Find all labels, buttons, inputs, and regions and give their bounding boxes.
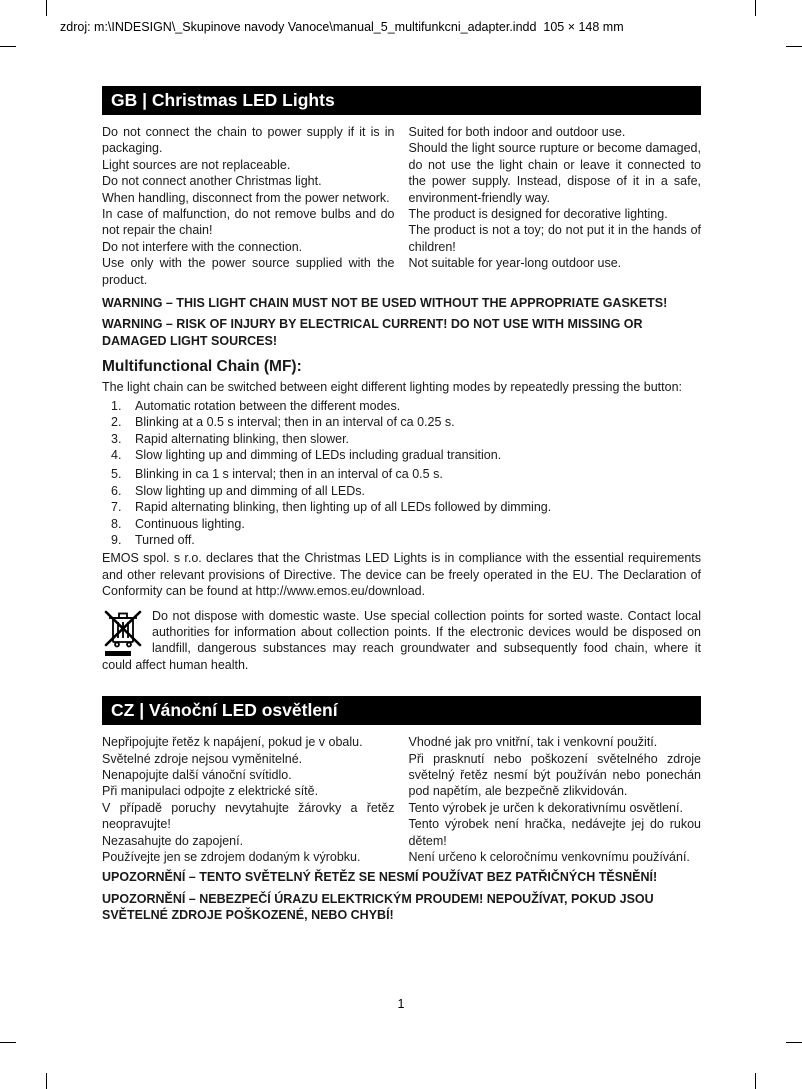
mf-mode-item: Rapid alternating blinking, then lighting up of all LEDs followed by dimming.	[135, 500, 552, 515]
cz-right-paragraph: Tento výrobek není hračka, nedávejte jej do rukou dětem!	[408, 817, 701, 848]
cz-right-column	[409, 734, 702, 865]
mf-intro: The light chain can be switched between eight different lighting modes by repeatedly pressing the button:	[102, 380, 682, 395]
gb-section-title: GB | Christmas LED Lights	[111, 90, 335, 110]
crop-mark-top-right-h	[786, 46, 802, 47]
mf-mode-item: Blinking at a 0.5 s interval; then in an interval of ca 0.25 s.	[135, 415, 455, 430]
gb-left-paragraph: When handling, disconnect from the power network.	[102, 190, 390, 205]
cz-left-column	[102, 734, 395, 865]
crop-mark-bottom-left-h	[0, 1042, 16, 1043]
mf-mode-item: Turned off.	[135, 532, 195, 547]
cz-left-paragraph: Nenapojujte další vánoční svítidlo.	[102, 768, 292, 782]
gb-right-paragraph: Should the light source rupture or become damaged, do not use the light chain or leave it connected to the power supply. Instead, dispose of it in a safe, environment-friendly way.	[408, 141, 701, 205]
mf-heading: Multifunctional Chain (MF):	[102, 358, 302, 376]
gb-section-header	[102, 86, 701, 115]
mf-mode-item: Continuous lighting.	[135, 516, 245, 531]
cz-left-paragraph: Nezasahujte do zapojení.	[102, 833, 244, 848]
gb-right-paragraph: The product is designed for decorative lighting.	[408, 207, 668, 222]
weee-text: Do not dispose with domestic waste. Use special collection points for sorted waste. Contact local authorities for information about collection points. If the electronic devices would be disposed on landfill, dangerous substances may reach groundwater and subsequently food chain, where it could affect human health.	[102, 608, 701, 672]
gb-right-column	[409, 124, 702, 288]
crop-mark-top-left-h	[0, 46, 16, 47]
cz-columns	[102, 734, 701, 865]
gb-left-paragraph: Light sources are not replaceable.	[102, 157, 291, 172]
cz-left-paragraph: Při manipulaci odpojte z elektrické sítě.	[102, 784, 319, 799]
cz-section-title: CZ | Vánoční LED osvětlení	[111, 700, 338, 721]
cz-left-paragraph: V případě poruchy nevytahujte žárovky a řetěz neopravujte!	[102, 800, 395, 832]
gb-left-paragraph: Do not connect the chain to power supply if it is in packaging.	[102, 125, 395, 156]
gb-left-paragraph: In case of malfunction, do not remove bulbs and do not repair the chain!	[102, 207, 395, 238]
cz-right-paragraph: Není určeno k celoročnímu venkovnímu používání.	[408, 850, 690, 865]
cz-left-paragraph: Používejte jen se zdrojem dodaným k výrobku.	[102, 850, 361, 865]
mf-mode-item: Slow lighting up and dimming of LEDs including gradual transition.	[135, 447, 502, 462]
cz-left-paragraph: Světelné zdroje nejsou vyměnitelné.	[102, 751, 303, 766]
mf-modes-list	[102, 398, 701, 549]
gb-left-column	[102, 124, 395, 288]
cz-warning-gaskets: UPOZORNĚNÍ – TENTO SVĚTELNÝ ŘETĚZ SE NESMÍ POUŽÍVAT BEZ PATŘIČNÝCH TĚSNĚNÍ!	[102, 870, 658, 885]
gb-columns	[102, 124, 701, 288]
cz-section-header	[102, 696, 701, 725]
weee-block	[102, 608, 701, 674]
crossed-out-bin-icon	[102, 609, 144, 657]
crop-mark-top-right-v	[755, 0, 756, 16]
source-path-note: zdroj: m:\INDESIGN\_Skupinove navody Vanoce\manual_5_multifunkcni_adapter.indd 105 × 148 mm	[60, 20, 624, 34]
cz-right-paragraph: Tento výrobek je určen k dekorativnímu osvětlení.	[408, 800, 683, 815]
gb-left-paragraph: Use only with the power source supplied with the product.	[102, 256, 395, 287]
crop-mark-bottom-left-v	[46, 1073, 47, 1089]
gb-warning-gaskets: WARNING – THIS LIGHT CHAIN MUST NOT BE USED WITHOUT THE APPROPRIATE GASKETS!	[102, 296, 668, 311]
mf-mode-item: Automatic rotation between the different modes.	[135, 398, 401, 413]
mf-mode-item: Slow lighting up and dimming of all LEDs.	[135, 483, 365, 498]
mf-mode-item: Rapid alternating blinking, then slower.	[135, 431, 350, 446]
gb-left-paragraph: Do not connect another Christmas light.	[102, 174, 322, 189]
gb-right-paragraph: The product is not a toy; do not put it in the hands of children!	[408, 223, 701, 254]
page-content	[102, 86, 701, 924]
gb-left-paragraph: Do not interfere with the connection.	[102, 239, 303, 254]
gb-right-paragraph: Not suitable for year-long outdoor use.	[408, 256, 622, 271]
page-number: 1	[397, 997, 405, 1011]
mf-mode-item: Blinking in ca 1 s interval; then in an interval of ca 0.5 s.	[135, 467, 443, 482]
cz-right-paragraph: Při prasknutí nebo poškození světelného zdroje světelný řetěz nesmí být používán nebo ponechán pod napětím, ale bezpečně zlikvidován.	[408, 751, 701, 799]
crop-mark-top-left-v	[46, 0, 47, 16]
gb-warning-electrical: WARNING – RISK OF INJURY BY ELECTRICAL CURRENT! DO NOT USE WITH MISSING OR DAMAGED LIGHT SOURCES!	[102, 317, 643, 348]
cz-left-paragraph: Nepřipojujte řetěz k napájení, pokud je v obalu.	[102, 735, 363, 750]
emos-declaration: EMOS spol. s r.o. declares that the Christmas LED Lights is in compliance with the essential requirements and other relevant provisions of Directive. The device can be freely operated in the EU. The Declaration of Conformity can be found at http://www.emos.eu/download.	[102, 551, 701, 599]
cz-warning-electrical: UPOZORNĚNÍ – NEBEZPEČÍ ÚRAZU ELEKTRICKÝM PROUDEM! NEPOUŽÍVAT, POKUD JSOU SVĚTELNÉ ZDROJE POŠKOZENÉ, NEBO CHYBÍ!	[102, 891, 654, 923]
gb-right-paragraph: Suited for both indoor and outdoor use.	[408, 125, 626, 139]
crop-mark-bottom-right-h	[786, 1042, 802, 1043]
cz-right-paragraph: Vhodné jak pro vnitřní, tak i venkovní použití.	[408, 735, 658, 750]
crop-mark-bottom-right-v	[755, 1073, 756, 1089]
